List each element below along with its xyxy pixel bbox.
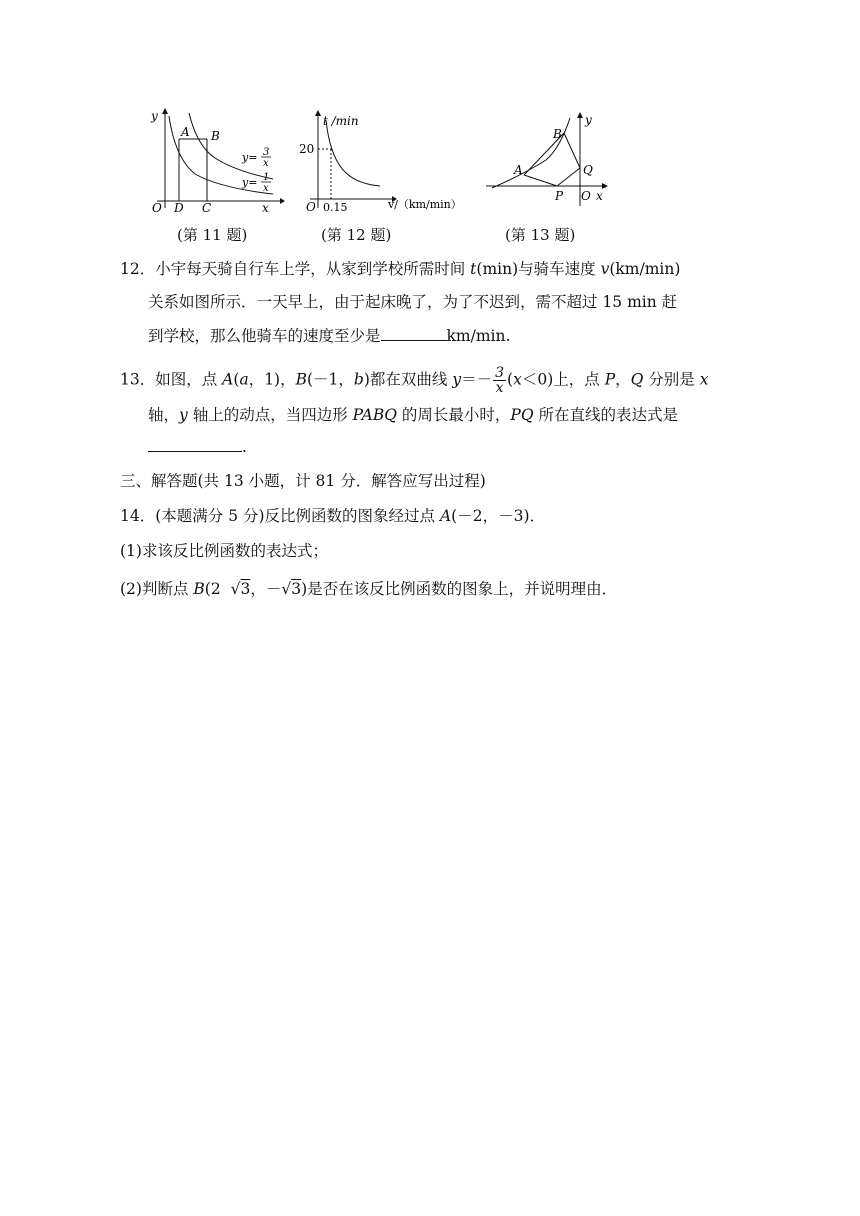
fig11-curve1-lhs: y= <box>242 151 258 164</box>
fig13-point-p: P <box>555 189 564 203</box>
q14-text-b: (－2，－3)． <box>451 507 545 525</box>
figure-13-graph <box>484 108 610 212</box>
q12-text-3a: 到学校，那么他骑车的速度至少是 <box>148 327 381 345</box>
q13-text-end: . <box>242 438 247 456</box>
q12-line-2: 关系如图所示．一天早上，由于起床晚了，为了不迟到，需不超过 15 min 赶 <box>148 293 678 311</box>
q13-text-g: ( <box>507 370 514 389</box>
sqrt-icon: √ <box>281 580 292 598</box>
fig13-point-b: B <box>553 127 562 141</box>
q13-text-f: ＝－ <box>461 370 493 389</box>
fig13-point-q: Q <box>583 163 593 177</box>
figure-11-caption: (第 11 题) <box>177 226 248 244</box>
q13-answer-blank[interactable] <box>148 437 242 452</box>
fig12-origin-label: O <box>306 200 316 214</box>
q12-line-3 <box>148 325 510 347</box>
fig11-y-label: y <box>151 109 158 123</box>
fig11-curve2-den: x <box>263 183 269 194</box>
q13-text-e: )都在双曲线 <box>363 370 453 389</box>
q14-radicand-2: 3 <box>291 580 302 598</box>
fig11-point-a: A <box>181 125 190 139</box>
q13-point-a: A <box>222 370 234 389</box>
fig12-t-axis-label <box>323 114 359 128</box>
q13-line-1 <box>120 366 708 395</box>
fig11-curve2-num: 1 <box>263 172 270 183</box>
q14-point-a: A <box>439 507 452 525</box>
q13-var-a: a <box>239 370 249 389</box>
figure-13 <box>484 108 610 212</box>
q14-text-2d: )是否在该反比例函数的图象上，并说明理由． <box>301 580 618 598</box>
q13-var-x: x <box>513 370 522 389</box>
q13-text-j: 分别是 <box>643 370 700 389</box>
q12-text-3b: km/min. <box>446 327 511 345</box>
fig12-tick-y: 20 <box>299 142 315 156</box>
q12-text-a: 小宇每天骑自行车上学，从家到学校所需时间 <box>155 260 471 278</box>
q13-text-i: ， <box>615 370 631 389</box>
fig12-t-axis-text: t /min <box>323 114 359 128</box>
fig11-point-c: C <box>202 201 212 215</box>
q14-point-b: B <box>193 580 205 598</box>
figure-13-caption: (第 13 题) <box>505 226 576 244</box>
q13-text-2c: 的周长最小时， <box>396 406 511 424</box>
q13-line-2 <box>148 404 678 426</box>
figure-12-caption: (第 12 题) <box>321 226 392 244</box>
q13-text-d: (－1， <box>307 370 354 389</box>
figure-11 <box>145 108 285 216</box>
q13-frac-den: x <box>495 380 504 396</box>
q13-point-p: P <box>604 370 616 389</box>
q13-text-c: ，1)， <box>248 370 296 389</box>
q13-line-3 <box>148 436 247 458</box>
q13-point-b: B <box>295 370 307 389</box>
q12-line-1 <box>120 258 680 280</box>
fig11-point-b: B <box>211 129 220 143</box>
q13-fraction <box>493 366 506 395</box>
q13-text-2d: 所在直线的表达式是 <box>533 406 678 424</box>
q12-var-v: v <box>600 260 610 278</box>
fig13-origin-label: O <box>581 189 591 203</box>
q13-frac-num: 3 <box>495 365 505 381</box>
fig13-point-a: A <box>514 163 523 177</box>
section-3-heading: 三、解答题(共 13 小题，计 81 分．解答应写出过程) <box>120 472 486 490</box>
q12-text-b: (min)与骑车速度 <box>476 260 601 278</box>
q14-line-1 <box>120 505 545 527</box>
q13-quad-pabq: PABQ <box>352 406 397 424</box>
fig12-v-axis-label: v/（km/min） <box>388 198 462 211</box>
q14-radicand-1: 3 <box>240 580 251 598</box>
q13-var-b: b <box>353 370 364 389</box>
q13-text-b: ( <box>233 370 240 389</box>
q12-text-c: (km/min) <box>609 260 681 278</box>
figure-12 <box>296 108 466 216</box>
fig11-point-d: D <box>174 201 184 215</box>
q12-var-t: t <box>470 260 477 278</box>
q13-text-h: ＜0)上，点 <box>521 370 605 389</box>
q13-x-axis: x <box>699 370 709 389</box>
q13-point-q: Q <box>630 370 644 389</box>
fig11-curve2-lhs: y= <box>242 176 258 189</box>
q13-text-a: 如图，点 <box>155 370 223 389</box>
sqrt-icon: √ <box>230 580 241 598</box>
q14-part-1: (1)求该反比例函数的表达式； <box>120 542 328 560</box>
q12-number: 12． <box>120 260 156 278</box>
fig11-x-label: x <box>262 201 269 215</box>
fig13-y-label: y <box>585 113 592 127</box>
q13-var-y: y <box>452 370 462 389</box>
q13-text-2b: 轴上的动点，当四边形 <box>187 406 353 424</box>
q13-number: 13． <box>120 370 156 389</box>
fig11-curve1-den: x <box>263 158 269 169</box>
figure-12-graph <box>296 108 466 216</box>
q14-text-2c: ，－ <box>250 580 282 598</box>
fig13-x-label: x <box>596 189 603 203</box>
q12-answer-blank[interactable] <box>381 326 447 341</box>
q13-y-axis: y <box>179 406 188 424</box>
q14-text-2a: (2)判断点 <box>120 580 194 598</box>
fig11-origin-label: O <box>152 201 162 215</box>
q13-text-2a: 轴， <box>148 406 180 424</box>
fig12-tick-x: 0.15 <box>323 201 348 214</box>
q14-part-2 <box>120 578 617 600</box>
figure-11-graph <box>145 108 285 216</box>
q14-text-2b: (2 <box>204 580 221 598</box>
q14-text-a: 14．(本题满分 5 分)反比例函数的图象经过点 <box>120 507 440 525</box>
fig11-curve1-num: 3 <box>263 147 270 158</box>
q13-line-pq: PQ <box>510 406 534 424</box>
